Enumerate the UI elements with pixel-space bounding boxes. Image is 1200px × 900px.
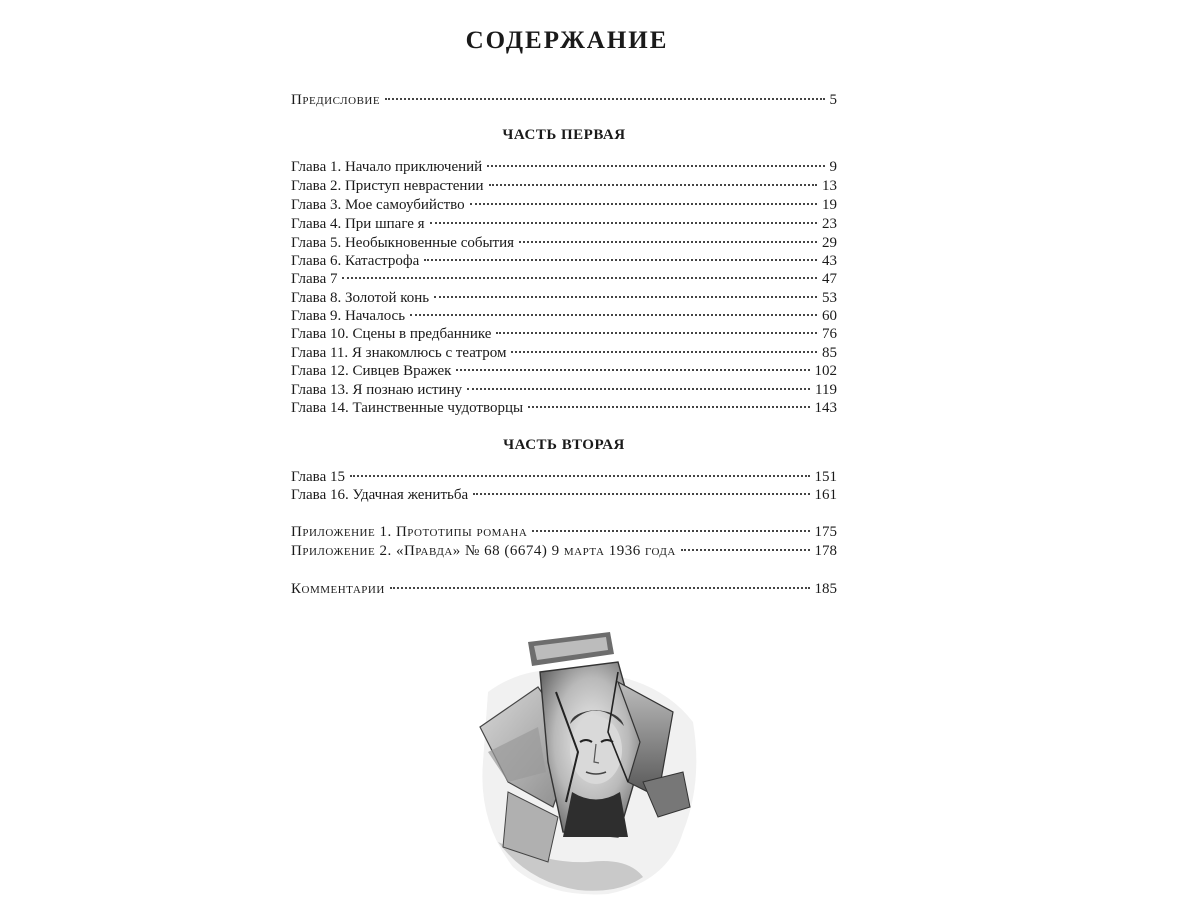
toc-entry-label: Приложение 2. «Правда» № 68 (6674) 9 марта 1936 года [291, 543, 676, 559]
toc-entry [291, 234, 837, 253]
toc-entry-label: Глава 2. Приступ неврастении [291, 178, 484, 194]
toc-page-number: 178 [814, 543, 837, 559]
dot-leader [511, 351, 817, 353]
toc-entry [291, 325, 837, 344]
toc-page-number: 43 [822, 253, 837, 269]
toc-entry-preface [291, 91, 837, 110]
dot-leader [456, 369, 809, 371]
toc-entry-label: Глава 5. Необыкновенные события [291, 235, 515, 251]
toc-entry [291, 177, 837, 196]
toc-entry-label: Глава 12. Сивцев Вражек [291, 363, 452, 379]
toc-page-number: 161 [814, 487, 837, 503]
dot-leader [350, 475, 810, 477]
dot-leader [342, 277, 817, 279]
toc-page-number: 143 [814, 400, 837, 416]
toc-page-number: 13 [822, 178, 837, 194]
toc-entry [291, 399, 837, 418]
toc-entry-appendix [291, 542, 837, 561]
toc-entry [291, 289, 837, 308]
toc-entry-label: Глава 1. Начало приключений [291, 159, 483, 175]
toc-entry [291, 252, 837, 271]
toc-page-number: 185 [814, 581, 837, 597]
toc-entry-label: Приложение 1. Прототипы романа [291, 524, 528, 540]
toc-entry-label: Глава 4. При шпаге я [291, 216, 425, 232]
part-two-heading: ЧАСТЬ ВТОРАЯ [503, 437, 625, 453]
dot-leader [473, 493, 809, 495]
toc-entry-label: Глава 10. Сцены в предбаннике [291, 326, 492, 342]
toc-page-number: 119 [815, 382, 837, 398]
toc-page-number: 102 [814, 363, 837, 379]
toc-entry [291, 158, 837, 177]
toc-page-number: 76 [822, 326, 837, 342]
dot-leader [487, 165, 824, 167]
toc-entry-label: Глава 7 [291, 271, 338, 287]
toc-entry [291, 196, 837, 215]
toc-entry-label: Глава 11. Я знакомлюсь с театром [291, 345, 507, 361]
dot-leader [519, 241, 817, 243]
toc-page-number: 53 [822, 290, 837, 306]
toc-entry-label: Глава 13. Я познаю истину [291, 382, 463, 398]
toc-page-number: 60 [822, 308, 837, 324]
toc-entry [291, 270, 837, 289]
toc-entry-label: Предисловие [291, 92, 381, 108]
toc-entry [291, 307, 837, 326]
dot-leader [489, 184, 817, 186]
dot-leader [430, 222, 817, 224]
dot-leader [681, 549, 810, 551]
toc-entry-appendix [291, 523, 837, 542]
page-title: СОДЕРЖАНИЕ [465, 27, 669, 54]
toc-page-number: 9 [829, 159, 837, 175]
dot-leader [424, 259, 817, 261]
toc-page-number: 23 [822, 216, 837, 232]
toc-entry-label: Глава 8. Золотой конь [291, 290, 430, 306]
toc-entry [291, 468, 837, 487]
dot-leader [496, 332, 817, 334]
toc-page-number: 175 [814, 524, 837, 540]
toc-entry-label: Глава 16. Удачная женитьба [291, 487, 469, 503]
dot-leader [532, 530, 809, 532]
toc-page-number: 19 [822, 197, 837, 213]
toc-entry-label: Глава 3. Мое самоубийство [291, 197, 465, 213]
toc-page-number: 85 [822, 345, 837, 361]
toc-page-number: 29 [822, 235, 837, 251]
toc-entry [291, 344, 837, 363]
toc-entry-label: Глава 9. Началось [291, 308, 406, 324]
toc-entry-comments [291, 580, 837, 599]
dot-leader [470, 203, 817, 205]
toc-entry [291, 362, 837, 381]
dot-leader [528, 406, 809, 408]
toc-entry [291, 215, 837, 234]
toc-entry [291, 381, 837, 400]
dot-leader [410, 314, 817, 316]
toc-entry-label: Глава 14. Таинственные чудотворцы [291, 400, 524, 416]
toc-entry-label: Глава 6. Катастрофа [291, 253, 420, 269]
dot-leader [434, 296, 817, 298]
collage-portrait-illustration [468, 632, 708, 900]
dot-leader [390, 587, 810, 589]
dot-leader [385, 98, 824, 100]
toc-page-number: 151 [814, 469, 837, 485]
dot-leader [467, 388, 810, 390]
toc-entry [291, 486, 837, 505]
toc-page-number: 5 [829, 92, 837, 108]
toc-page-number: 47 [822, 271, 837, 287]
part-one-heading: ЧАСТЬ ПЕРВАЯ [502, 127, 626, 143]
toc-entry-label: Глава 15 [291, 469, 345, 485]
toc-entry-label: Комментарии [291, 581, 385, 597]
